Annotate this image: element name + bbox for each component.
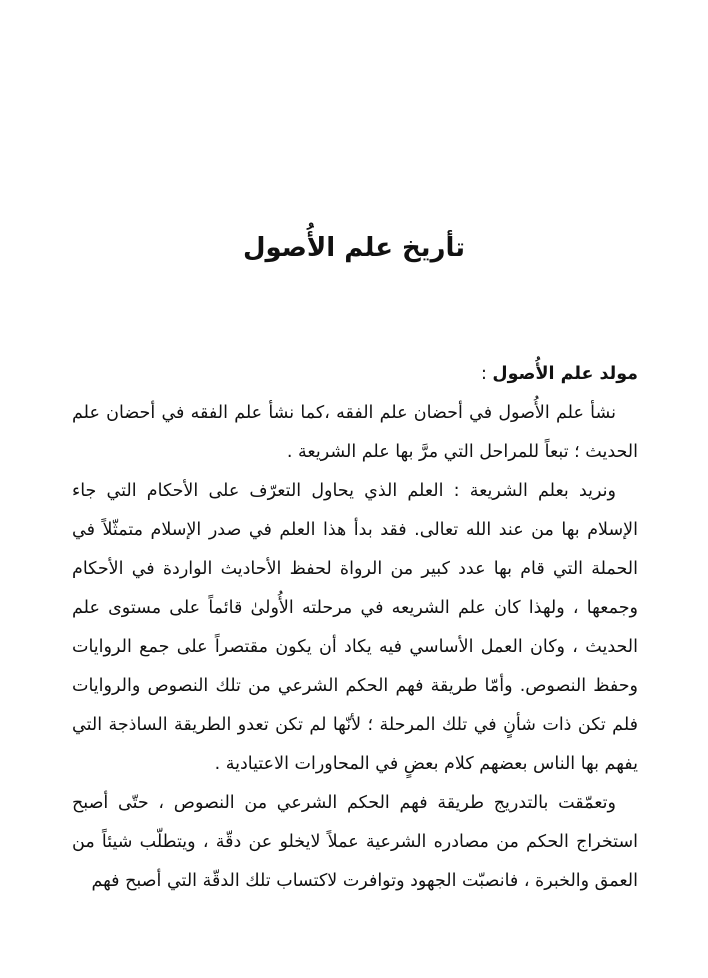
chapter-title: تأريخ علم الأُصول bbox=[242, 233, 466, 263]
paragraph-2: ونريد بعلم الشريعة : العلم الذي يحاول التعرّف على الأحكام التي جاء الإسلام بها من عند الله تعالى. فقد بدأ هذا العلم في صدر الإسلام متمثّلاً في الحملة التي قام بها عدد كبير من الرواة لحفظ الأحاديث الواردة في الأحكام وجمعها ، ولهذا كان علم الشريعه في مرحلته الأُولىٰ قائماً على مستوى علم الحديث ، وكان العمل الأساسي فيه يكاد أن يكون مقتصراً على جمع الروايات وحفظ النصوص. وأمّا طريقة فهم الحكم الشرعي من تلك النصوص والروايات فلم تكن ذات شأنٍ في تلك المرحلة ؛ لأنّها لم تكن تعدو الطريقة الساذجة التي يفهم بها الناس بعضهم كلام بعضٍ في المحاورات الاعتيادية . bbox=[72, 481, 638, 774]
section-heading-text: مولد علم الأُصول bbox=[492, 364, 638, 384]
section-heading bbox=[72, 355, 638, 394]
body-text bbox=[72, 355, 638, 901]
section-heading-colon: : bbox=[480, 364, 493, 384]
paragraph-3: وتعمّقت بالتدريج طريقة فهم الحكم الشرعي من النصوص ، حتّى أصبح استخراج الحكم من مصادره الشرعية عملاً لايخلو عن دقّة ، ويتطلّب شيئاً من العمق والخبرة ، فانصبّت الجهود وتوافرت لاكتساب تلك الدقّة التي أصبح فهم bbox=[72, 793, 638, 891]
paragraph-1: نشأ علم الأُصول في أحضان علم الفقه ،كما نشأ علم الفقه في أحضان علم الحديث ؛ تبعاً للمراحل التي مرَّ بها علم الشريعة . bbox=[72, 403, 638, 462]
